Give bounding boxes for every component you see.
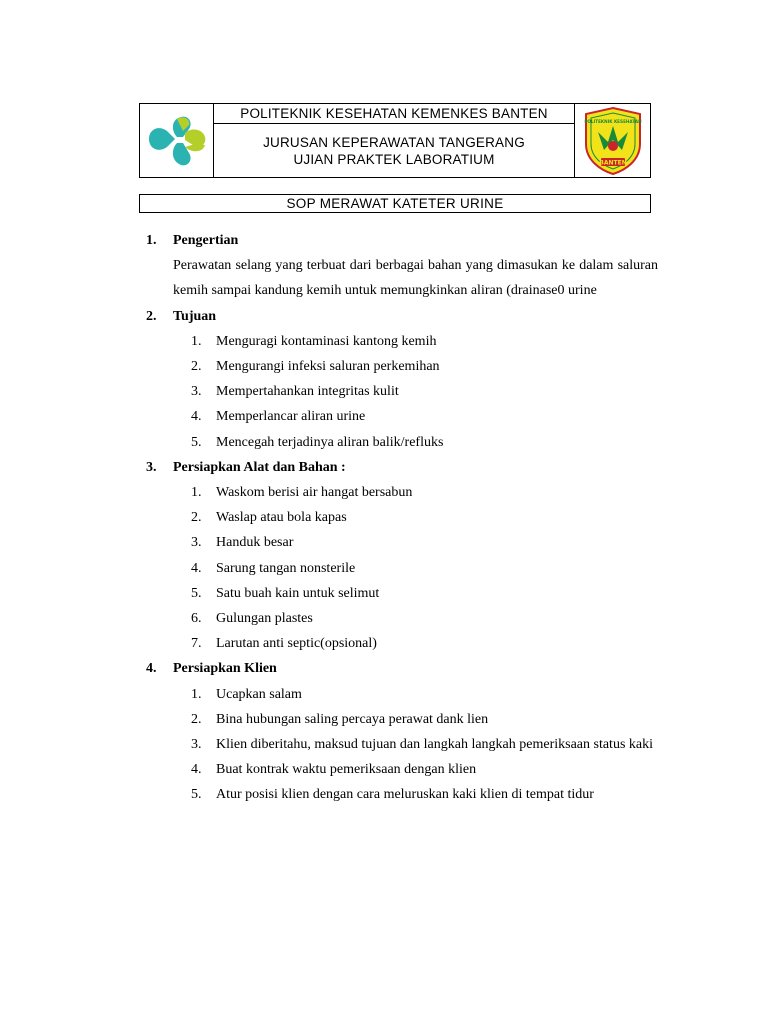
item-text: Gulungan plastes xyxy=(216,611,313,627)
institution-name: POLITEKNIK KESEHATAN KEMENKES BANTEN xyxy=(214,104,574,124)
seal-bottom-text: BANTEN xyxy=(598,159,627,166)
item-number: 1. xyxy=(191,485,202,501)
list-item xyxy=(191,631,658,656)
section-heading xyxy=(146,228,658,253)
item-number: 1. xyxy=(191,333,202,349)
item-text: Klien diberitahu, maksud tujuan dan langkah langkah pemeriksaan status kaki xyxy=(216,737,653,753)
item-number: 5. xyxy=(191,434,202,450)
sub-list xyxy=(191,682,658,808)
list-item xyxy=(191,505,658,530)
item-text: Mengurangi infeksi saluran perkemihan xyxy=(216,359,440,375)
item-text: Waslap atau bola kapas xyxy=(216,510,347,526)
section-number: 1. xyxy=(146,233,157,248)
item-number: 6. xyxy=(191,611,202,627)
item-number: 5. xyxy=(191,585,202,601)
section-title: Pengertian xyxy=(173,233,239,248)
list-item xyxy=(191,354,658,379)
item-number: 4. xyxy=(191,409,202,425)
item-text: Handuk besar xyxy=(216,535,294,551)
item-text: Ucapkan salam xyxy=(216,686,302,702)
exam-name: UJIAN PRAKTEK LABORATIUM xyxy=(293,151,495,167)
item-text: Mencegah terjadinya aliran balik/refluks xyxy=(216,434,444,450)
list-item xyxy=(191,329,658,354)
item-number: 1. xyxy=(191,686,202,702)
item-number: 3. xyxy=(191,384,202,400)
list-item xyxy=(191,480,658,505)
seal-top-text: POLITEKNIK KESEHATAN xyxy=(583,118,642,124)
list-item xyxy=(191,430,658,455)
item-number: 2. xyxy=(191,510,202,526)
item-number: 5. xyxy=(191,787,202,803)
list-item xyxy=(191,379,658,404)
poltekkes-seal-icon xyxy=(582,106,644,176)
list-item xyxy=(191,404,658,429)
list-item xyxy=(191,581,658,606)
list-item xyxy=(191,707,658,732)
item-number: 3. xyxy=(191,535,202,551)
item-text: Mempertahankan integritas kulit xyxy=(216,384,399,400)
item-number: 3. xyxy=(191,737,202,753)
list-item xyxy=(191,606,658,631)
sop-title: SOP MERAWAT KATETER URINE xyxy=(139,194,651,213)
section-heading xyxy=(146,656,658,681)
item-number: 4. xyxy=(191,560,202,576)
section-heading xyxy=(146,455,658,480)
item-number: 7. xyxy=(191,636,202,652)
kemenkes-logo-cell xyxy=(140,104,214,177)
item-text: Satu buah kain untuk selimut xyxy=(216,585,380,601)
header-table xyxy=(139,103,651,178)
header-text-cell xyxy=(214,104,575,177)
section-title: Tujuan xyxy=(173,308,217,324)
list-item xyxy=(191,732,658,757)
section-number: 4. xyxy=(146,661,157,677)
kemenkes-logo-icon xyxy=(145,111,209,171)
document-body xyxy=(146,228,658,808)
list-item xyxy=(191,530,658,555)
item-text: Memperlancar aliran urine xyxy=(216,409,366,425)
section-number: 2. xyxy=(146,308,157,324)
item-number: 2. xyxy=(191,711,202,727)
section-title: Persiapkan Klien xyxy=(173,661,277,677)
section-title: Persiapkan Alat dan Bahan : xyxy=(173,459,346,475)
list-item xyxy=(191,556,658,581)
section-number: 3. xyxy=(146,459,157,475)
section-paragraph: Perawatan selang yang terbuat dari berbagai bahan yang dimasukan ke dalam saluran kemih sampai kandung kemih untuk memungkinkan aliran (drainase0 urine xyxy=(173,258,658,299)
section-heading xyxy=(146,304,658,329)
sub-list xyxy=(191,329,658,455)
poltekkes-seal-cell xyxy=(575,104,650,177)
list-item xyxy=(191,682,658,707)
list-item xyxy=(191,757,658,782)
sub-list xyxy=(191,480,658,656)
item-text: Sarung tangan nonsterile xyxy=(216,560,356,576)
list-item xyxy=(191,782,658,807)
item-text: Atur posisi klien dengan cara meluruskan kaki klien di tempat tidur xyxy=(216,787,594,803)
department-name: JURUSAN KEPERAWATAN TANGERANG xyxy=(263,134,525,150)
item-text: Menguragi kontaminasi kantong kemih xyxy=(216,333,437,349)
item-text: Bina hubungan saling percaya perawat dank lien xyxy=(216,711,489,727)
item-number: 2. xyxy=(191,359,202,375)
header-subtitle xyxy=(214,124,574,177)
item-text: Buat kontrak waktu pemeriksaan dengan klien xyxy=(216,762,477,778)
item-text: Larutan anti septic(opsional) xyxy=(216,636,377,652)
item-text: Waskom berisi air hangat bersabun xyxy=(216,485,413,501)
item-number: 4. xyxy=(191,762,202,778)
